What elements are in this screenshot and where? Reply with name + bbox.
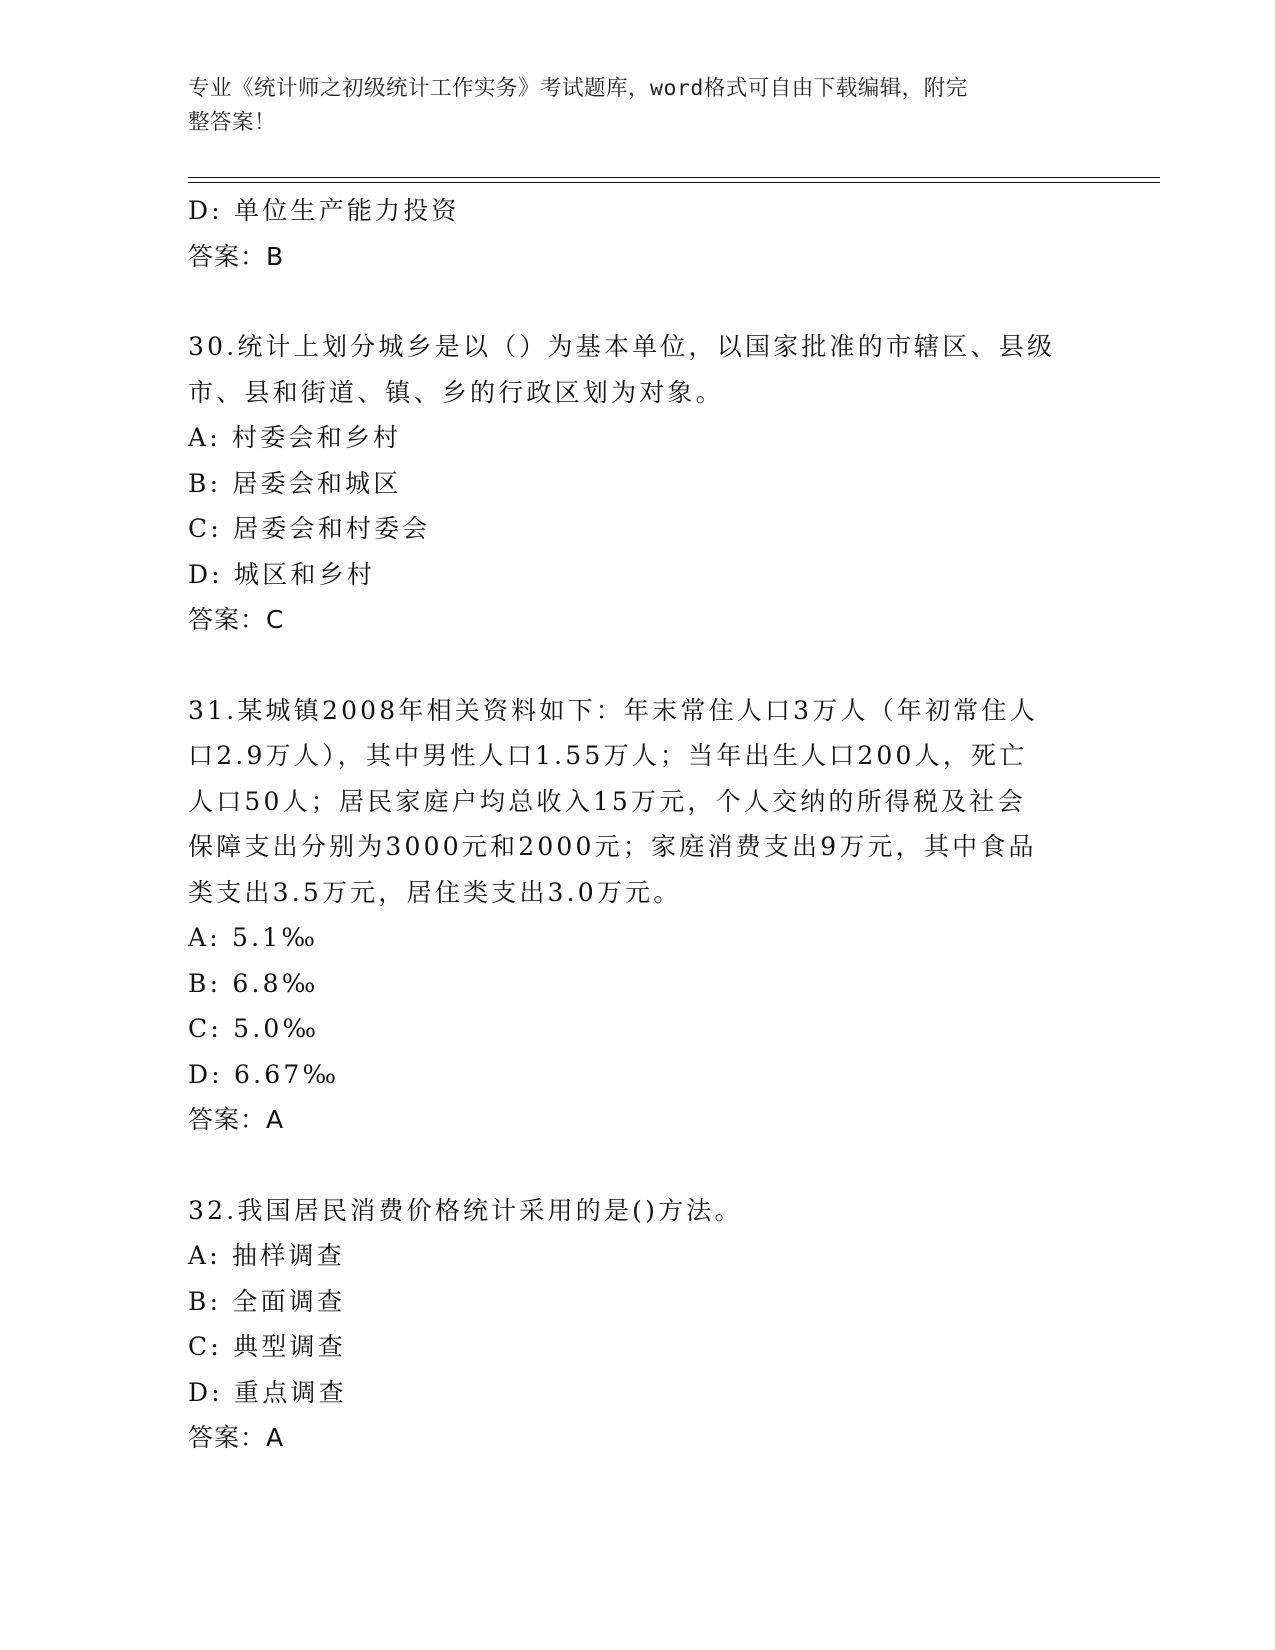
stem-line: 口2.9万人），其中男性人口1.55万人；当年出生人口200人，死亡	[188, 741, 1028, 770]
option-d: D: 6.67‰	[188, 1059, 340, 1089]
question-30	[188, 324, 1088, 643]
prev-answer: 答案：B	[188, 241, 285, 271]
answer: 答案：A	[188, 1105, 285, 1134]
option-c: C: 5.0‰	[188, 1014, 320, 1043]
question-31	[188, 688, 1088, 1143]
header-rule-bottom	[188, 182, 1160, 183]
answer: 答案：C	[188, 605, 285, 634]
question-stem	[188, 688, 1088, 916]
prev-option-d: D: 单位生产能力投资	[188, 196, 460, 225]
option-b: B: 全面调查	[188, 1286, 346, 1316]
option-d: D: 重点调查	[188, 1377, 347, 1407]
stem-line: 类支出3.5万元，居住类支出3.0万元。	[188, 877, 682, 907]
question-stem	[188, 324, 1088, 415]
header-rule-top	[188, 177, 1160, 178]
stem-line: 32.我国居民消费价格统计采用的是()方法。	[188, 1195, 743, 1225]
stem-line: 市、县和街道、镇、乡的行政区划为对象。	[188, 377, 724, 407]
header-line-1: 专业《统计师之初级统计工作实务》考试题库，word格式可自由下载编辑，附完	[188, 76, 968, 101]
stem-line: 人口50人；居民家庭户均总收入15万元，个人交纳的所得税及社会	[188, 786, 1026, 816]
stem-line: 保障支出分别为3000元和2000元；家庭消费支出9万元，其中食品	[188, 832, 1037, 861]
answer: 答案：A	[188, 1423, 285, 1452]
option-c: C: 居委会和村委会	[188, 514, 431, 543]
option-d: D: 城区和乡村	[188, 559, 376, 589]
option-a: A: 村委会和乡村	[188, 423, 402, 452]
document-header	[188, 72, 1068, 140]
question-32	[188, 1188, 1088, 1461]
option-b: B: 居委会和城区	[188, 468, 402, 498]
spacer	[188, 1143, 1088, 1188]
question-stem	[188, 1188, 1088, 1234]
option-b: B: 6.8‰	[188, 968, 319, 998]
spacer	[188, 643, 1088, 688]
header-line-2: 整答案！	[188, 110, 277, 135]
stem-line: 31.某城镇2008年相关资料如下：年末常住人口3万人（年初常住人	[188, 695, 1038, 725]
spacer	[188, 279, 1088, 324]
question-content	[188, 188, 1088, 1461]
option-a: A: 抽样调查	[188, 1241, 345, 1270]
stem-line: 30.统计上划分城乡是以（）为基本单位，以国家批准的市辖区、县级	[188, 332, 1056, 361]
option-a: A: 5.1‰	[188, 923, 319, 952]
option-c: C: 典型调查	[188, 1332, 346, 1361]
